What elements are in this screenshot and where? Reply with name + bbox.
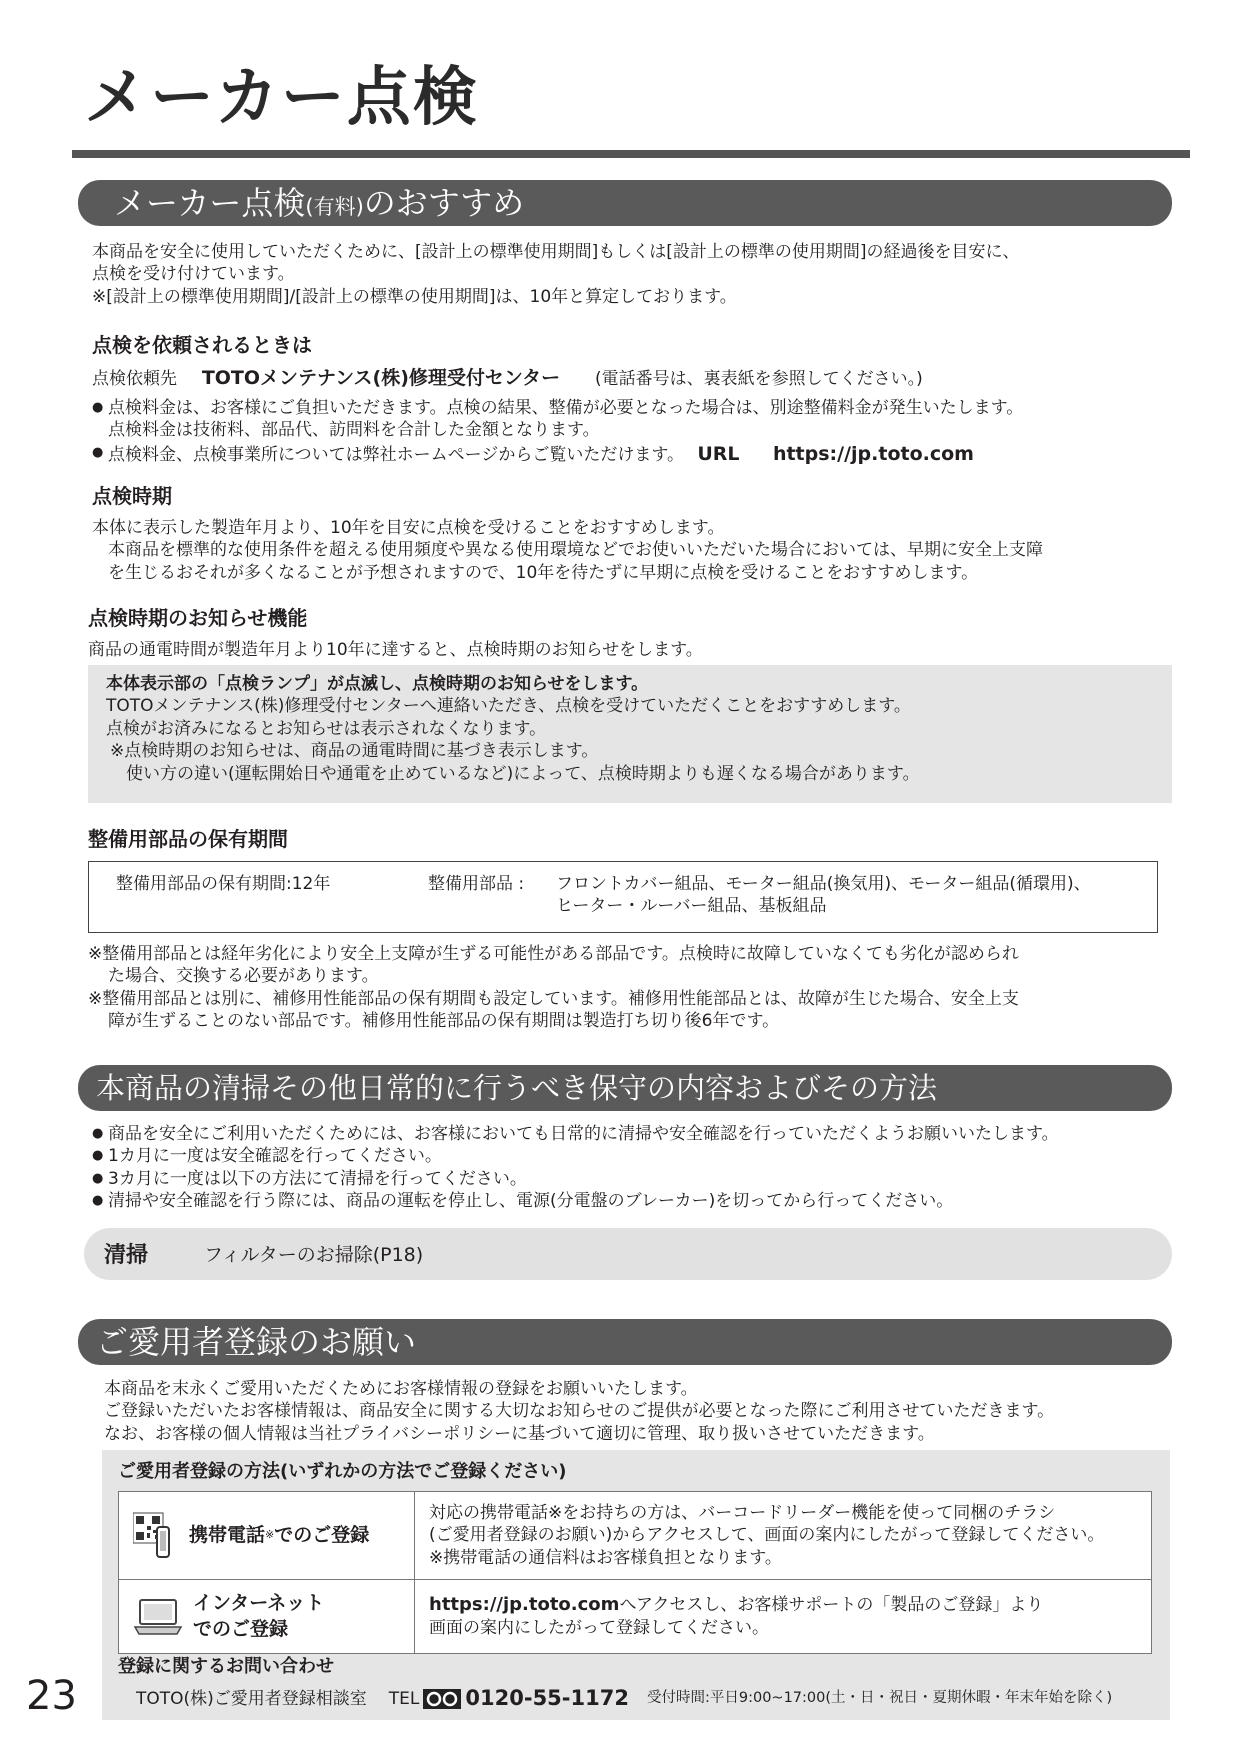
timing-line: 本商品を標準的な使用条件を超える使用頻度や異なる使用環境などでお使いいただいた場合においては、早期に安全上支障	[108, 540, 1043, 561]
notice-box-line: 本体表示部の「点検ランプ」が点滅し、点検時期のお知らせをします。	[106, 674, 649, 694]
request-label: 点検依頼先	[92, 369, 177, 389]
maintenance-item: ● 商品を安全にご利用いただくためには、お客様においても日常的に清掃や安全確認を行っていただくようお願いいたします。	[92, 1123, 1059, 1145]
qr-code-phone-icon	[133, 1511, 177, 1561]
notice-box-line: 点検がお済みになるとお知らせは表示されなくなります。	[106, 718, 547, 739]
internet-label-cell	[119, 1580, 415, 1654]
contact-tel-number[interactable]: 0120-55-1172	[465, 1686, 629, 1710]
maintenance-list	[92, 1123, 1059, 1213]
page-number: 23	[26, 1673, 77, 1719]
mobile-text-line: (ご愛用者登録のお願い)からアクセスして、画面の案内にしたがって登録してください。	[429, 1525, 1105, 1546]
laptop-icon	[133, 1597, 183, 1637]
request-item-cont: 点検料金は技術料、部品代、訪問料を合計した金額となります。	[108, 420, 600, 441]
internet-text-a: へアクセスし、お客様サポートの「製品のご登録」より	[619, 1595, 1044, 1616]
mobile-text-line: ※携帯電話の通信料はお客様負担となります。	[429, 1547, 782, 1568]
section-bar-maintenance: 本商品の清掃その他日常的に行うべき保守の内容およびその方法	[78, 1065, 1172, 1111]
registration-row-mobile	[119, 1492, 1152, 1580]
intro-line: ※[設計上の標準使用期間]/[設計上の標準の使用期間]は、10年と算定しております。	[92, 286, 737, 307]
section-title-main: メーカー点検	[114, 184, 306, 222]
section-title-paren: (有料)	[305, 195, 364, 219]
cleaning-text: フィルターのお掃除(P18)	[204, 1244, 424, 1266]
request-item	[92, 442, 1023, 467]
parts-list-line: ヒーター・ルーバー組品、基板組品	[556, 896, 827, 917]
timing-heading: 点検時期	[92, 484, 172, 508]
mobile-label-sup: ※	[265, 1528, 275, 1542]
mobile-label-b: でのご登録	[274, 1523, 370, 1546]
timing-text	[92, 517, 1043, 584]
free-dial-icon	[423, 1689, 461, 1709]
mobile-label-a: 携帯電話	[189, 1523, 266, 1546]
parts-period: 整備用部品の保有期間:12年	[116, 874, 331, 894]
page-title: メーカー点検	[84, 61, 479, 135]
maintenance-item: ● 清掃や安全確認を行う際には、商品の運転を停止し、電源(分電盤のブレーカー)を切ってから行ってください。	[92, 1190, 1059, 1212]
contact-name: TOTO(株)ご愛用者登録相談室	[136, 1688, 367, 1709]
parts-label: 整備用部品 :	[428, 874, 525, 894]
registration-intro	[104, 1378, 1054, 1445]
contact-heading: 登録に関するお問い合わせ	[118, 1656, 334, 1677]
request-list	[92, 397, 1023, 467]
section-title-end: のおすすめ	[363, 184, 525, 222]
section-bar-registration: ご愛用者登録のお願い	[78, 1319, 1172, 1365]
request-item: ● 点検料金は、お客様にご負担いただきます。点検の結果、整備が必要となった場合は、別途整備料金が発生いたします。	[92, 397, 1023, 419]
registration-method-heading: ご愛用者登録の方法(いずれかの方法でご登録ください)	[118, 1461, 567, 1482]
contact-tel-label: TEL	[388, 1688, 420, 1709]
title-rule	[72, 150, 1190, 158]
maintenance-item: ● 3カ月に一度は以下の方法にて清掃を行ってください。	[92, 1168, 1059, 1190]
timing-line: を生じるおそれが多くなることが予想されますので、10年を待たずに早期に点検を受けることをおすすめします。	[108, 562, 979, 583]
internet-label-b: でのご登録	[193, 1617, 289, 1640]
maintenance-item: ● 1カ月に一度は安全確認を行ってください。	[92, 1145, 1059, 1167]
registration-intro-line: なお、お客様の個人情報は当社プライバシーポリシーに基づいて適切に管理、取り扱いさせていただきます。	[104, 1423, 935, 1444]
url-link[interactable]: https://jp.toto.com	[772, 442, 974, 465]
notice-box-line: TOTOメンテナンス(株)修理受付センターへ連絡いただき、点検を受けていただくことをおすすめします。	[106, 696, 911, 717]
request-heading: 点検を依頼されるときは	[92, 333, 312, 357]
cleaning-label: 清掃	[104, 1243, 149, 1268]
mobile-label-cell	[119, 1492, 415, 1580]
notice-line: 商品の通電時間が製造年月より10年に達すると、点検時期のお知らせをします。	[88, 640, 703, 660]
internet-url[interactable]: https://jp.toto.com	[429, 1594, 620, 1616]
request-item-text: 点検料金、点検事業所については弊社ホームページからご覧いただけます。	[108, 444, 684, 465]
request-contact	[92, 366, 923, 391]
notice-box-line: ※点検時期のお知らせは、商品の通電時間に基づき表示します。	[110, 741, 599, 762]
request-center-name: TOTOメンテナンス(株)修理受付センター	[201, 367, 561, 389]
parts-note: た場合、交換する必要があります。	[108, 966, 379, 987]
internet-text-b: 画面の案内にしたがって登録してください。	[429, 1618, 769, 1639]
contact-line	[136, 1685, 1112, 1713]
parts-note: ※整備用部品とは経年劣化により安全上支障が生ずる可能性がある部品です。点検時に故障していなくても劣化が認められ	[88, 944, 1019, 964]
mobile-text-cell	[415, 1492, 1152, 1580]
notice-box-line: 使い方の違い(運転開始日や通電を止めているなど)によって、点検時期よりも遅くなる場合があります。	[126, 763, 920, 784]
intro-line: 点検を受け付けています。	[92, 264, 295, 285]
url-label: URL	[697, 442, 740, 465]
registration-intro-line: 本商品を末永くご愛用いただくためにお客様情報の登録をお願いいたします。	[104, 1379, 698, 1399]
parts-heading: 整備用部品の保有期間	[88, 827, 288, 851]
notice-heading: 点検時期のお知らせ機能	[88, 606, 308, 630]
timing-line: 本体に表示した製造年月より、10年を目安に点検を受けることをおすすめします。	[92, 518, 725, 538]
intro-text	[92, 241, 1020, 308]
parts-note: 障が生ずることのない部品です。補修用性能部品の保有期間は製造打ち切り後6年です。	[108, 1011, 780, 1032]
registration-row-internet	[119, 1580, 1152, 1654]
parts-list-line: フロントカバー組品、モーター組品(換気用)、モーター組品(循環用)、	[556, 874, 1091, 894]
mobile-text-line: 対応の携帯電話※をお持ちの方は、バーコードリーダー機能を使って同梱のチラシ	[429, 1502, 1056, 1523]
parts-notes	[88, 943, 1019, 1033]
section-bar-maker-inspection	[78, 180, 1172, 226]
parts-list	[556, 873, 1091, 918]
contact-hours: 受付時間:平日9:00~17:00(土・日・祝日・夏期休暇・年末年始を除く)	[646, 1690, 1113, 1707]
internet-text-cell	[415, 1580, 1152, 1654]
internet-label-a: インターネット	[193, 1592, 325, 1615]
parts-note: ※整備用部品とは別に、補修用性能部品の保有期間も設定しています。補修用性能部品とは、故障が生じた場合、安全上支	[88, 988, 1019, 1009]
intro-line: 本商品を安全に使用していただくために、[設計上の標準使用期間]もしくは[設計上の標準の使用期間]の経過後を目安に、	[92, 242, 1020, 262]
request-phone-note: (電話番号は、裏表紙を参照してください。)	[594, 369, 923, 389]
notice-box-text	[106, 673, 920, 785]
registration-intro-line: ご登録いただいたお客様情報は、商品安全に関する大切なお知らせのご提供が必要となった際にご利用させていただきます。	[104, 1401, 1055, 1422]
registration-table	[118, 1491, 1152, 1654]
